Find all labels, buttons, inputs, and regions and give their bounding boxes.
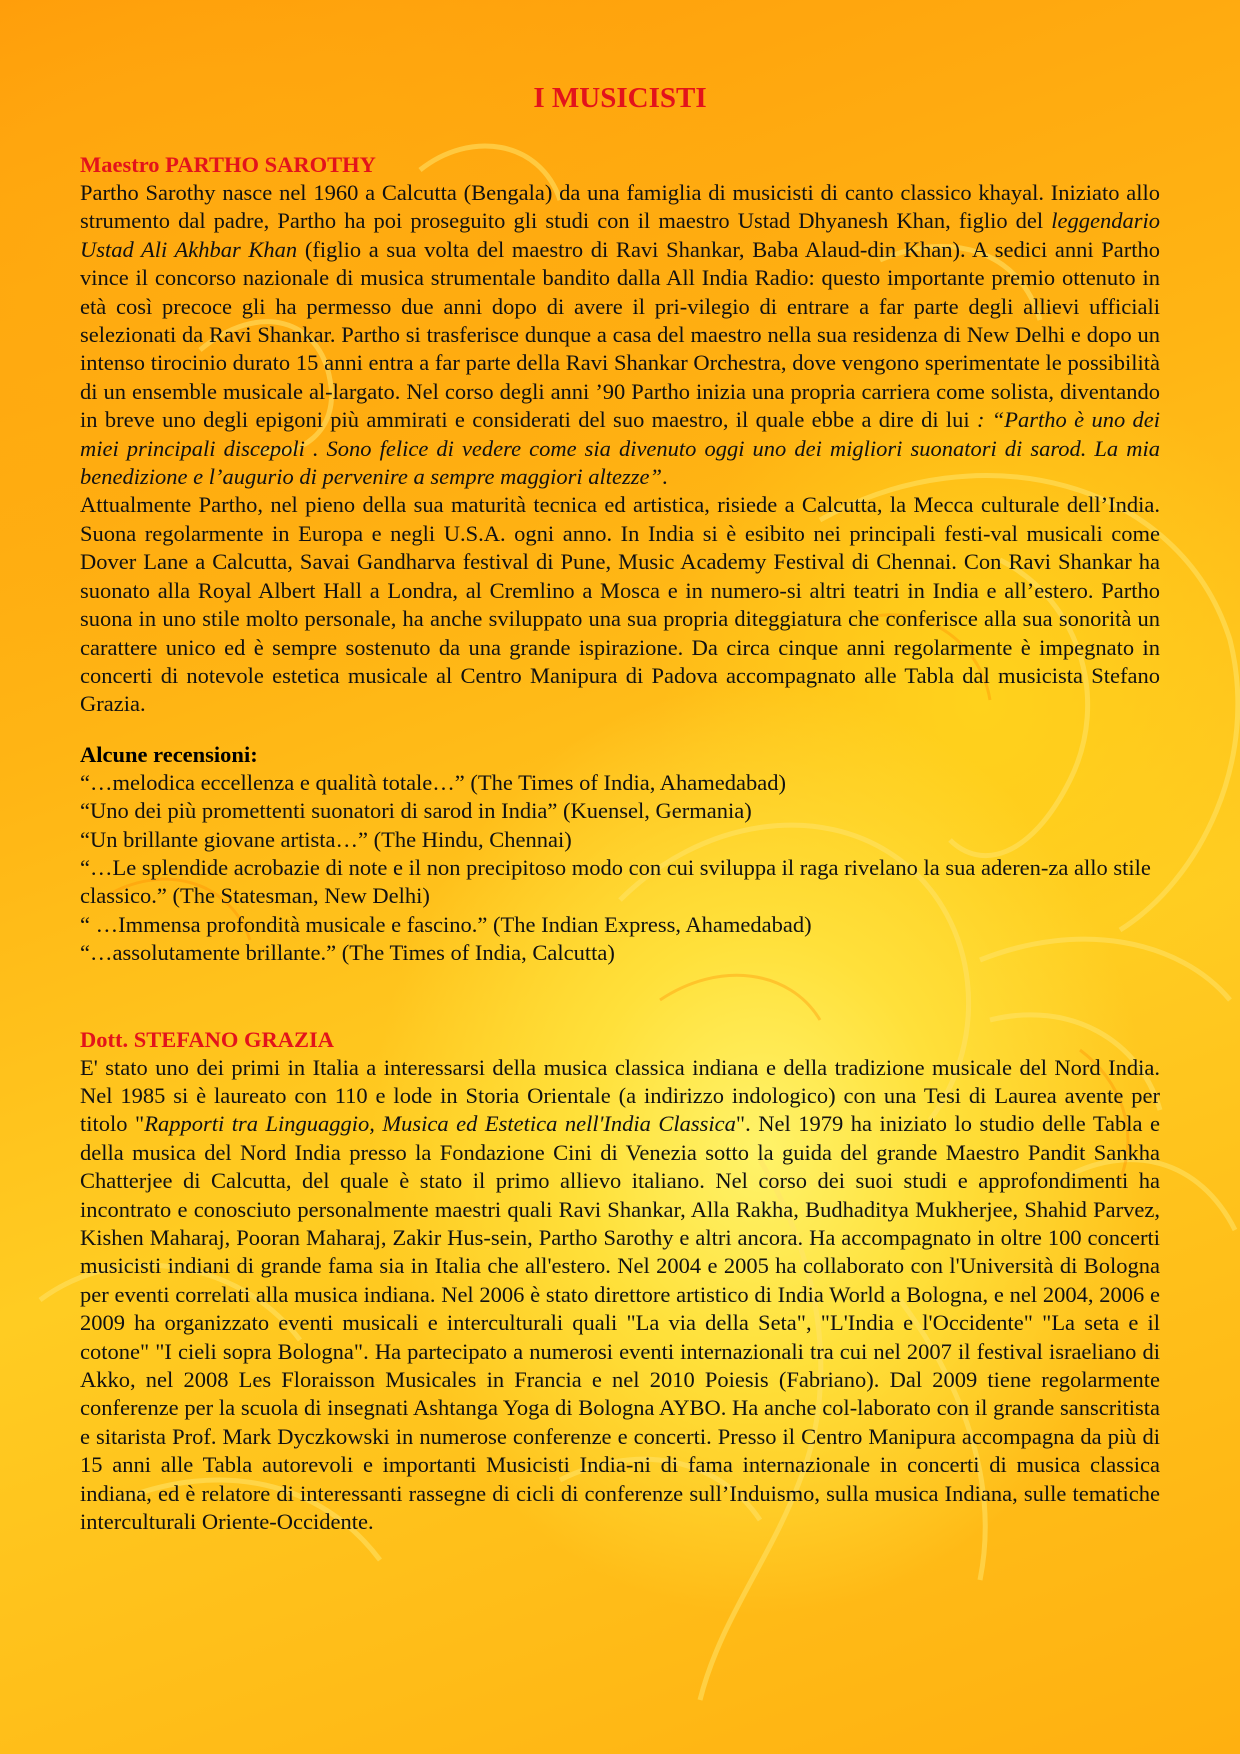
- bio-text: (figlio a sua volta del maestro di Ravi Shankar, Baba Alaud-din Khan). A sedici anni Partho vince il concorso nazionale di musica strumentale bandito dalla All India Radio: questo importante premio ottenuto in età così precoce gli ha permesso due anni dopo di avere il pri-vilegio di entrare a far parte degli allievi ufficiali selezionati da Ravi Shankar. Partho si trasferisce dunque a casa del maestro nella sua residenza di New Delhi e dopo un intenso tirocinio durato 15 anni entra a far parte della Ravi Shankar Orchestra, dove vengono sperimentate le possibilità di un ensemble musicale al-largato. Nel corso degli anni ’90 Partho inizia una propria carriera come solista, diventando in breve uno degli epigoni più ammirati e considerati del suo maestro, il quale ebbe a dire di lui: [80, 236, 1161, 433]
- thesis-title-italic: Rapporti tra Linguaggio, Musica ed Estetica nell'India Classica: [144, 1111, 736, 1137]
- section-spacer: [80, 968, 1160, 1026]
- musician-bio-paragraph: [80, 1054, 1160, 1537]
- review-item: “…melodica eccellenza e qualità totale…” (The Times of India, Ahamedabad): [80, 769, 786, 795]
- review-item: “ …Immensa profondità musicale e fascino.” (The Indian Express, Ahamedabad): [80, 911, 812, 937]
- review-item: “Un brillante giovane artista…” (The Hindu, Chennai): [80, 826, 572, 852]
- bio-text: .: [662, 464, 668, 490]
- musician-bio-paragraph: [80, 179, 1160, 491]
- bio-italic-text: leggendario Ustad Ali Akhbar Khan: [80, 208, 1160, 262]
- document-content: [80, 82, 1160, 1536]
- musician-section-partho: [80, 151, 1160, 968]
- page-title: I MUSICISTI: [533, 82, 707, 114]
- musician-name-heading: Maestro PARTHO SAROTHY: [80, 152, 376, 177]
- bio-quote-italic: : “Partho è uno dei miei principali discepoli . Sono felice di vedere come sia divenuto oggi uno dei migliori suonatori di sarod. La mia benedizione e l’augurio di pervenire a sempre maggiori altezze”: [80, 407, 1160, 490]
- bio-text: Partho Sarothy nasce nel 1960 a Calcutta (Bengala) da una famiglia di musicisti di canto classico khayal. Iniziato allo strumento dal padre, Partho ha poi proseguito gli studi con il maestro Ustad Dhyanesh Khan, figlio del: [80, 180, 1160, 234]
- musician-name-heading: Dott. STEFANO GRAZIA: [80, 1026, 334, 1052]
- review-item: “Uno dei più promettenti suonatori di sarod in India” (Kuensel, Germania): [80, 798, 752, 824]
- review-item: “…assolutamente brillante.” (The Times of India, Calcutta): [80, 940, 615, 966]
- bio-text: E' stato uno dei primi in Italia a interessarsi della musica classica indiana e della tradizione musicale del Nord India. Nel 1985 si è laureato con 110 e lode in Storia Orientale (a indirizzo indologico) con una Tesi di Laurea avente per titolo ": [80, 1054, 1160, 1137]
- musician-section-stefano: [80, 1026, 1160, 1537]
- bio-text: ". Nel 1979 ha iniziato lo studio delle Tabla e della musica del Nord India presso la Fondazione Cini di Venezia sotto la guida del grande Maestro Pandit Sankha Chatterjee di Calcutta, del quale è stato il primo allievo italiano. Nel corso dei suoi studi e approfondimenti ha incontrato e conosciuto personalmente maestri quali Ravi Shankar, Alla Rakha, Budhaditya Mukherjee, Shahid Parvez, Kishen Maharaj, Pooran Maharaj, Zakir Hus-sein, Partho Sarothy e altri ancora. Ha accompagnato in oltre 100 concerti musicisti indiani di grande fama sia in Italia che all'estero. Nel 2004 e 2005 ha collaborato con l'Università di Bologna per eventi correlati alla musica indiana. Nel 2006 è stato direttore artistico di India World a Bologna, e nel 2004, 2006 e 2009 ha organizzato eventi musicali e interculturali quali "La via della Seta", "L'India e l'Occidente" "La seta e il cotone" "I cieli sopra Bologna". Ha partecipato a numerosi eventi internazionali tra cui nel 2007 il festival israeliano di Akko, nel 2008 Les Floraisson Musicales in Francia e nel 2010 Poiesis (Fabriano). Dal 2009 tiene regolarmente conferenze per la scuola di insegnati Ashtanga Yoga di Bologna AYBO. Ha anche col-laborato con il grande sanscritista e sitarista Prof. Mark Dyczkowski in numerose conferenze e concerti. Presso il Centro Manipura accompagna da più di 15 anni alle Tabla autorevoli e importanti Musicisti India-ni di fama internazionale in concerti di musica classica indiana, ed è relatore di interessanti rassegne di cicli di conferenze sull’Induismo, sulla musica Indiana, sulle tematiche interculturali Oriente-Occidente.: [80, 1111, 1160, 1535]
- musician-bio-paragraph-2: Attualmente Partho, nel pieno della sua maturità tecnica ed artistica, risiede a Calcutta, la Mecca culturale dell’India. Suona regolarmente in Europa e negli U.S.A. ogni anno. In India si è esibito nei principali festi-val musicali come Dover Lane a Calcutta, Savai Gandharva festival di Pune, Music Academy Festival di Chennai. Con Ravi Shankar ha suonato alla Royal Albert Hall a Londra, al Cremlino a Mosca e in numero-si altri teatri in India e all’estero. Partho suona in uno stile molto personale, ha anche sviluppato una sua propria diteggiatura che conferisce alla sua sonorità un carattere unico ed è sempre sostenuto da una grande ispirazione. Da circa cinque anni regolarmente è impegnato in concerti di notevole estetica musicale al Centro Manipura di Padova accompagnato alle Tabla dal musicista Stefano Grazia.: [80, 492, 1160, 717]
- review-item: “…Le splendide acrobazie di note e il non precipitoso modo con cui sviluppa il raga rivelano la sua aderen-za allo stile classico.” (The Statesman, New Delhi): [80, 854, 1151, 909]
- reviews-heading: Alcune recensioni:: [80, 741, 258, 767]
